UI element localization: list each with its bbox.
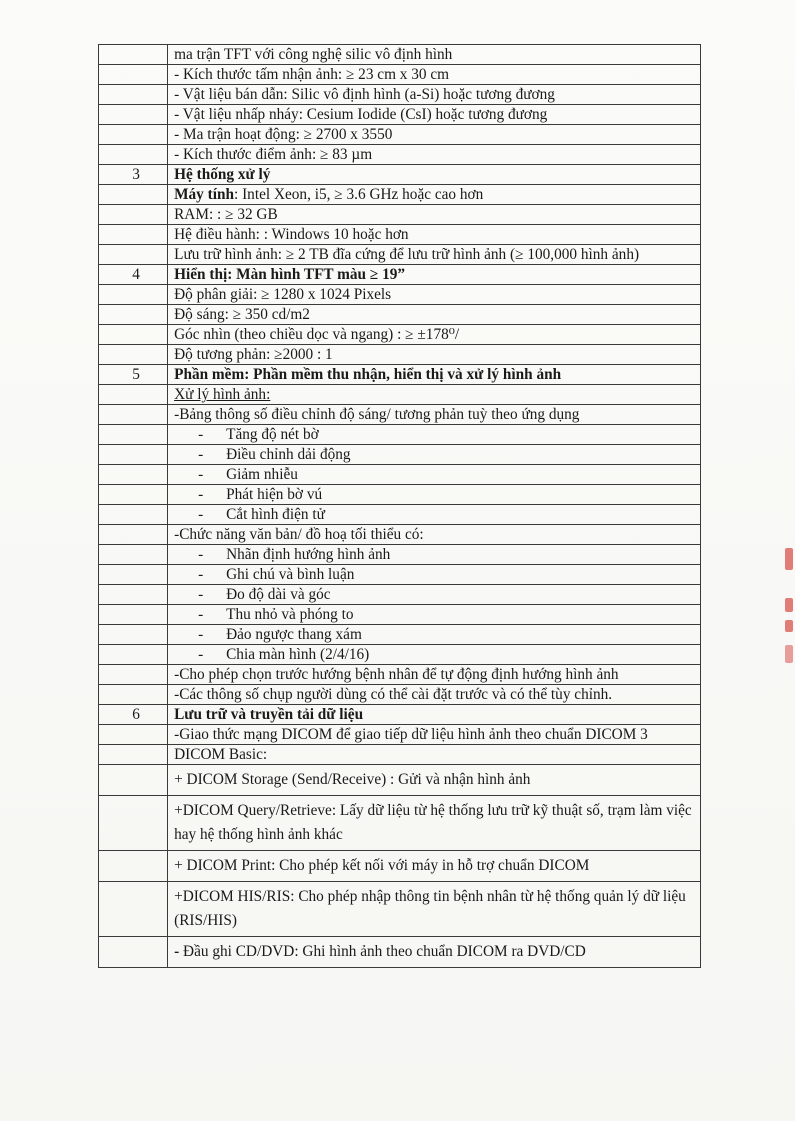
row-number (99, 505, 168, 525)
section-number: 3 (99, 165, 168, 185)
stamp-fragment (785, 548, 793, 570)
row-number (99, 385, 168, 405)
row-number (99, 205, 168, 225)
table-row (99, 105, 701, 125)
row-text: Lưu trữ hình ảnh: ≥ 2 TB đĩa cứng để lưu trữ hình ảnh (≥ 100,000 hình ảnh) (168, 245, 701, 265)
row-number (99, 745, 168, 765)
list-item-text: Đo độ dài và góc (226, 586, 331, 603)
row-text: Độ phân giải: ≥ 1280 x 1024 Pixels (168, 285, 701, 305)
dash-marker: - (198, 446, 204, 463)
table-row (99, 565, 701, 585)
list-item-text: Tăng độ nét bờ (226, 426, 319, 443)
dash-marker: - (198, 646, 204, 663)
row-text: Góc nhìn (theo chiều dọc và ngang) : ≥ ±178⁰/ (168, 325, 701, 345)
row-text: - Vật liệu nhấp nháy: Cesium Iodide (CsI) hoặc tương đương (168, 105, 701, 125)
table-row (99, 585, 701, 605)
row-value: : Intel Xeon, i5, ≥ 3.6 GHz hoặc cao hơn (234, 186, 484, 203)
section-row (99, 365, 701, 385)
row-text: Độ tương phản: ≥2000 : 1 (168, 345, 701, 365)
row-number (99, 125, 168, 145)
row-text: Hệ điều hành: : Windows 10 hoặc hơn (168, 225, 701, 245)
table-row (99, 485, 701, 505)
row-text: -Giao thức mạng DICOM để giao tiếp dữ liệu hình ảnh theo chuẩn DICOM 3 (168, 725, 701, 745)
table-row (99, 725, 701, 745)
row-number (99, 525, 168, 545)
row-number (99, 325, 168, 345)
row-number (99, 85, 168, 105)
table-row (99, 937, 701, 968)
dash-marker: - (198, 606, 204, 623)
list-item-line (174, 466, 700, 483)
table-row (99, 545, 701, 565)
row-number (99, 796, 168, 851)
row-label: Máy tính (174, 186, 235, 203)
list-item (168, 445, 701, 465)
section-row (99, 165, 701, 185)
row-text: DICOM Basic: (168, 745, 701, 765)
section-number: 5 (99, 365, 168, 385)
list-item-text: Giảm nhiễu (226, 466, 298, 483)
list-item (168, 505, 701, 525)
table-row (99, 65, 701, 85)
table-row (99, 225, 701, 245)
row-text: +DICOM HIS/RIS: Cho phép nhập thông tin bệnh nhân từ hệ thống quản lý dữ liệu (RIS/HIS) (168, 882, 701, 937)
row-number (99, 445, 168, 465)
table-row (99, 882, 701, 937)
row-number (99, 645, 168, 665)
row-text: -Chức năng văn bản/ đồ hoạ tối thiểu có: (168, 525, 701, 545)
list-item-text: Phát hiện bờ vú (226, 486, 323, 503)
row-number (99, 565, 168, 585)
table-row (99, 305, 701, 325)
row-text (168, 937, 701, 968)
row-number (99, 851, 168, 882)
section-number: 4 (99, 265, 168, 285)
stamp-fragment (785, 645, 793, 663)
table-row (99, 605, 701, 625)
stamp-fragment (785, 620, 793, 632)
row-text (168, 765, 701, 796)
row-text: RAM: : ≥ 32 GB (168, 205, 701, 225)
list-item (168, 425, 701, 445)
row-number (99, 305, 168, 325)
row-number (99, 285, 168, 305)
list-item-text: Chia màn hình (2/4/16) (226, 646, 370, 663)
table-row (99, 505, 701, 525)
table-row (99, 525, 701, 545)
row-number (99, 625, 168, 645)
section-title: Hiển thị: Màn hình TFT màu ≥ 19” (168, 265, 701, 285)
row-number (99, 937, 168, 968)
row-number (99, 765, 168, 796)
row-label: - (174, 943, 180, 960)
row-number (99, 45, 168, 65)
row-text: Xử lý hình ảnh: (168, 385, 701, 405)
table-row (99, 205, 701, 225)
list-item-line (174, 446, 700, 463)
dash-marker: - (198, 626, 204, 643)
dash-marker: - (198, 586, 204, 603)
section-title: Phần mềm: Phần mềm thu nhận, hiển thị và xử lý hình ảnh (168, 365, 701, 385)
list-item-line (174, 486, 700, 503)
list-item-line (174, 506, 700, 523)
row-value: Đầu ghi CD/DVD: Ghi hình ảnh theo chuẩn DICOM ra DVD/CD (179, 943, 586, 960)
row-text: - Kích thước tấm nhận ảnh: ≥ 23 cm x 30 cm (168, 65, 701, 85)
list-item-line (174, 546, 700, 563)
stamp-fragment (785, 598, 793, 612)
row-number (99, 545, 168, 565)
list-item-line (174, 606, 700, 623)
table-row (99, 245, 701, 265)
list-item-line (174, 426, 700, 443)
table-row (99, 285, 701, 305)
list-item-text: Ghi chú và bình luận (226, 566, 355, 583)
row-number (99, 685, 168, 705)
row-text: + DICOM Print: Cho phép kết nối với máy in hỗ trợ chuẩn DICOM (168, 851, 701, 882)
list-item (168, 625, 701, 645)
list-item (168, 485, 701, 505)
list-item (168, 545, 701, 565)
table-row (99, 385, 701, 405)
row-text: Độ sáng: ≥ 350 cd/m2 (168, 305, 701, 325)
table-row (99, 745, 701, 765)
row-number (99, 425, 168, 445)
table-row (99, 625, 701, 645)
list-item-text: Nhãn định hướng hình ảnh (226, 546, 391, 563)
row-number (99, 485, 168, 505)
row-number (99, 65, 168, 85)
row-text: - Kích thước điểm ảnh: ≥ 83 µm (168, 145, 701, 165)
section-row (99, 705, 701, 725)
table-row (99, 325, 701, 345)
row-number (99, 605, 168, 625)
row-number (99, 585, 168, 605)
row-number (99, 882, 168, 937)
row-number (99, 185, 168, 205)
table-row (99, 405, 701, 425)
row-number (99, 405, 168, 425)
dash-marker: - (198, 566, 204, 583)
list-item-text: Điều chỉnh dải động (226, 446, 351, 463)
row-text: - Ma trận hoạt động: ≥ 2700 x 3550 (168, 125, 701, 145)
list-item-text: Đảo ngược thang xám (226, 626, 362, 643)
row-value: Gửi và nhận hình ảnh (394, 771, 531, 788)
row-text: -Cho phép chọn trước hướng bệnh nhân để tự động định hướng hình ảnh (168, 665, 701, 685)
section-number: 6 (99, 705, 168, 725)
row-text: +DICOM Query/Retrieve: Lấy dữ liệu từ hệ thống lưu trữ kỹ thuật số, trạm làm việc hay hệ thống hình ảnh khác (168, 796, 701, 851)
dash-marker: - (198, 506, 204, 523)
dash-marker: - (198, 486, 204, 503)
table-row (99, 851, 701, 882)
section-row (99, 265, 701, 285)
list-item-text: Cắt hình điện tử (226, 506, 325, 523)
row-number (99, 225, 168, 245)
list-item (168, 645, 701, 665)
table-row (99, 796, 701, 851)
table-row (99, 425, 701, 445)
table-row (99, 765, 701, 796)
table-row (99, 465, 701, 485)
row-text (168, 185, 701, 205)
specification-table (98, 44, 701, 968)
table-row (99, 85, 701, 105)
table-row (99, 125, 701, 145)
dash-marker: - (198, 546, 204, 563)
table-row (99, 665, 701, 685)
list-item (168, 465, 701, 485)
row-label: + DICOM Storage (Send/Receive) : (174, 771, 395, 788)
list-item-line (174, 646, 700, 663)
row-number (99, 465, 168, 485)
row-text: -Các thông số chụp người dùng có thể cài đặt trước và có thể tùy chỉnh. (168, 685, 701, 705)
row-number (99, 665, 168, 685)
table-row (99, 685, 701, 705)
section-title: Hệ thống xử lý (168, 165, 701, 185)
row-number (99, 245, 168, 265)
row-number (99, 145, 168, 165)
table-row (99, 445, 701, 465)
list-item-line (174, 566, 700, 583)
section-title: Lưu trữ và truyền tải dữ liệu (168, 705, 701, 725)
row-number (99, 345, 168, 365)
list-item (168, 585, 701, 605)
row-text: ma trận TFT với công nghệ silic vô định hình (168, 45, 701, 65)
list-item-line (174, 626, 700, 643)
row-number (99, 105, 168, 125)
list-item (168, 565, 701, 585)
table-row (99, 145, 701, 165)
row-number (99, 725, 168, 745)
list-item (168, 605, 701, 625)
table-row (99, 185, 701, 205)
table-row (99, 645, 701, 665)
row-text: -Bảng thông số điều chỉnh độ sáng/ tương phản tuỳ theo ứng dụng (168, 405, 701, 425)
table-row (99, 45, 701, 65)
list-item-line (174, 586, 700, 603)
row-text: - Vật liệu bán dẫn: Silic vô định hình (a-Si) hoặc tương đương (168, 85, 701, 105)
dash-marker: - (198, 426, 204, 443)
dash-marker: - (198, 466, 204, 483)
list-item-text: Thu nhỏ và phóng to (226, 606, 354, 623)
table-row (99, 345, 701, 365)
